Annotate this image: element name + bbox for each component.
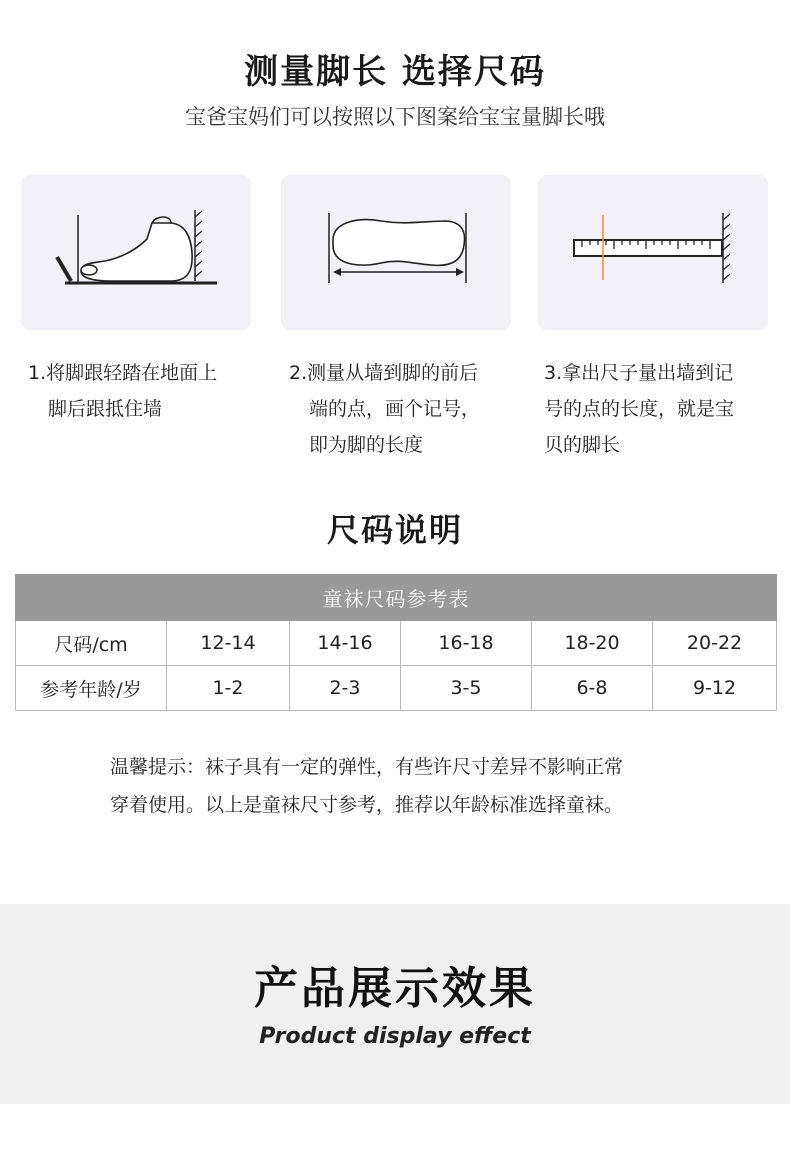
- row-label: 尺码/cm: [16, 621, 167, 666]
- size-section-title: 尺码说明: [326, 511, 463, 549]
- table-cell: 9-12: [653, 666, 777, 711]
- step-1-card: [21, 175, 251, 330]
- table-cell: 18-20: [532, 621, 653, 666]
- display-section-subtitle: Product display effect: [259, 1024, 531, 1049]
- table-cell: 3-5: [401, 666, 532, 711]
- table-cell: 6-8: [532, 666, 653, 711]
- display-section-title: 产品展示效果: [254, 963, 536, 1014]
- table-row: [16, 621, 777, 666]
- table-cell: 14-16: [290, 621, 401, 666]
- footprint-length-icon: [281, 175, 511, 330]
- page-title: 测量脚长 选择尺码: [244, 52, 546, 92]
- step-2-text: 2.测量从墙到脚的前后 端的点，画个记号， 即为脚的长度: [289, 362, 481, 456]
- sizing-tip: 温馨提示：袜子具有一定的弹性，有些许尺寸差异不影响正常 穿着使用。以上是童袜尺寸参考，推荐以年龄标准选择童袜。: [110, 756, 624, 816]
- table-cell: 2-3: [290, 666, 401, 711]
- table-cell: 20-22: [653, 621, 777, 666]
- step-3-text: 3.拿出尺子量出墙到记 号的点的长度，就是宝 贝的脚长: [544, 362, 735, 456]
- page-subtitle: 宝爸宝妈们可以按照以下图案给宝宝量脚长哦: [185, 105, 605, 129]
- table-cell: 1-2: [167, 666, 290, 711]
- foot-heel-against-wall-icon: [21, 175, 251, 330]
- size-chart-table: [15, 574, 777, 711]
- step-2-card: [281, 175, 511, 330]
- row-label: 参考年龄/岁: [16, 666, 167, 711]
- ruler-against-wall-icon: [538, 175, 768, 330]
- table-cell: 16-18: [401, 621, 532, 666]
- step-3-card: [538, 175, 768, 330]
- table-row: [16, 666, 777, 711]
- step-1-text: 1.将脚跟轻踏在地面上 脚后跟抵住墙: [28, 362, 218, 420]
- table-cell: 12-14: [167, 621, 290, 666]
- table-caption: 童袜尺码参考表: [16, 575, 777, 621]
